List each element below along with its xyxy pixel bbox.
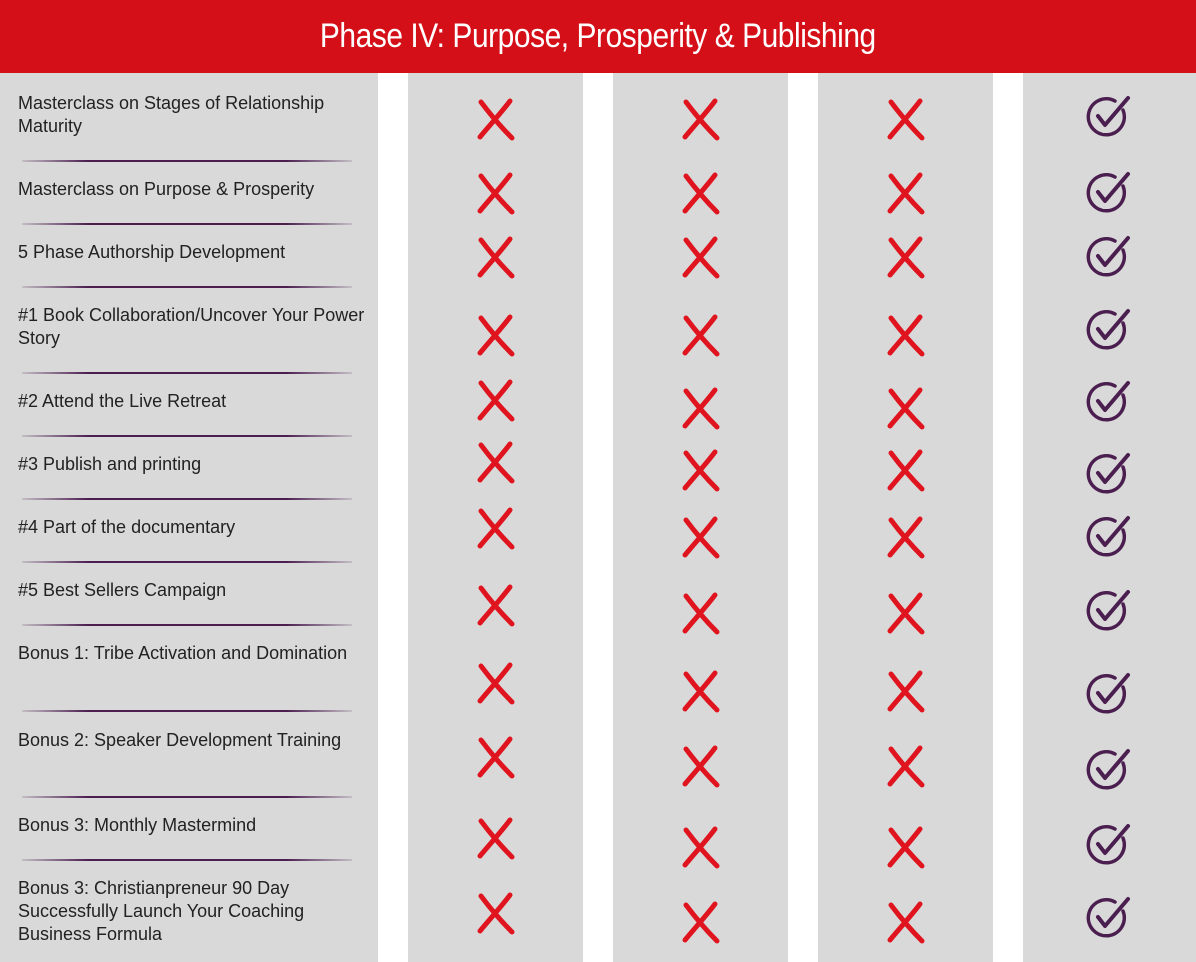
cross-icon	[882, 899, 928, 945]
check-circle-icon	[1085, 234, 1131, 280]
cross-icon	[882, 447, 928, 493]
feature-label: #3 Publish and printing	[18, 454, 202, 474]
cross-icon	[882, 96, 928, 142]
cross-icon	[472, 96, 518, 142]
feature-label: #5 Best Sellers Campaign	[18, 580, 227, 600]
cross-icon	[882, 668, 928, 714]
cross-icon	[677, 234, 723, 280]
row-divider	[22, 624, 352, 626]
section-title: Phase IV: Purpose, Prosperity & Publishing	[320, 17, 876, 55]
cross-icon	[677, 385, 723, 431]
cross-icon	[882, 234, 928, 280]
row-divider	[22, 160, 352, 162]
cross-icon	[882, 312, 928, 358]
check-circle-icon	[1085, 514, 1131, 560]
row-divider	[22, 223, 352, 225]
cross-icon	[882, 170, 928, 216]
check-circle-icon	[1085, 588, 1131, 634]
row-divider	[22, 710, 352, 712]
cross-icon	[472, 890, 518, 936]
cross-icon	[472, 505, 518, 551]
cross-icon	[472, 170, 518, 216]
section-header	[0, 0, 1196, 73]
feature-label: 5 Phase Authorship Development	[18, 242, 286, 262]
cross-icon	[677, 899, 723, 945]
feature-label: Bonus 1: Tribe Activation and Domination	[18, 643, 348, 663]
cross-icon	[677, 312, 723, 358]
cross-icon	[882, 514, 928, 560]
cross-icon	[882, 824, 928, 870]
cross-icon	[472, 234, 518, 280]
cross-icon	[472, 439, 518, 485]
check-circle-icon	[1085, 307, 1131, 353]
cross-icon	[472, 815, 518, 861]
check-circle-icon	[1085, 451, 1131, 497]
check-circle-icon	[1085, 170, 1131, 216]
cross-icon	[472, 660, 518, 706]
check-circle-icon	[1085, 379, 1131, 425]
feature-label: Masterclass on Purpose & Prosperity	[18, 179, 315, 199]
row-divider	[22, 435, 352, 437]
check-circle-icon	[1085, 94, 1131, 140]
cross-icon	[677, 668, 723, 714]
row-divider	[22, 859, 352, 861]
feature-label: Bonus 3: Christianpreneur 90 Day Successfully Launch Your Coaching Business Formula	[18, 878, 305, 944]
cross-icon	[882, 743, 928, 789]
row-divider	[22, 498, 352, 500]
cross-icon	[677, 170, 723, 216]
check-circle-icon	[1085, 747, 1131, 793]
cross-icon	[472, 377, 518, 423]
cross-icon	[677, 743, 723, 789]
cross-icon	[677, 824, 723, 870]
row-divider	[22, 372, 352, 374]
row-divider	[22, 796, 352, 798]
cross-icon	[472, 734, 518, 780]
cross-icon	[882, 385, 928, 431]
check-circle-icon	[1085, 671, 1131, 717]
row-divider	[22, 561, 352, 563]
check-circle-icon	[1085, 822, 1131, 868]
cross-icon	[677, 590, 723, 636]
feature-label: Masterclass on Stages of Relationship Maturity	[18, 93, 325, 136]
cross-icon	[677, 514, 723, 560]
feature-label: #2 Attend the Live Retreat	[18, 391, 227, 411]
cross-icon	[882, 590, 928, 636]
cross-icon	[677, 447, 723, 493]
feature-label: Bonus 2: Speaker Development Training	[18, 730, 342, 750]
row-divider	[22, 286, 352, 288]
feature-label: Bonus 3: Monthly Mastermind	[18, 815, 257, 835]
feature-label: #4 Part of the documentary	[18, 517, 236, 537]
cross-icon	[677, 96, 723, 142]
cross-icon	[472, 312, 518, 358]
cross-icon	[472, 582, 518, 628]
check-circle-icon	[1085, 895, 1131, 941]
feature-label: #1 Book Collaboration/Uncover Your Power Story	[18, 305, 365, 348]
